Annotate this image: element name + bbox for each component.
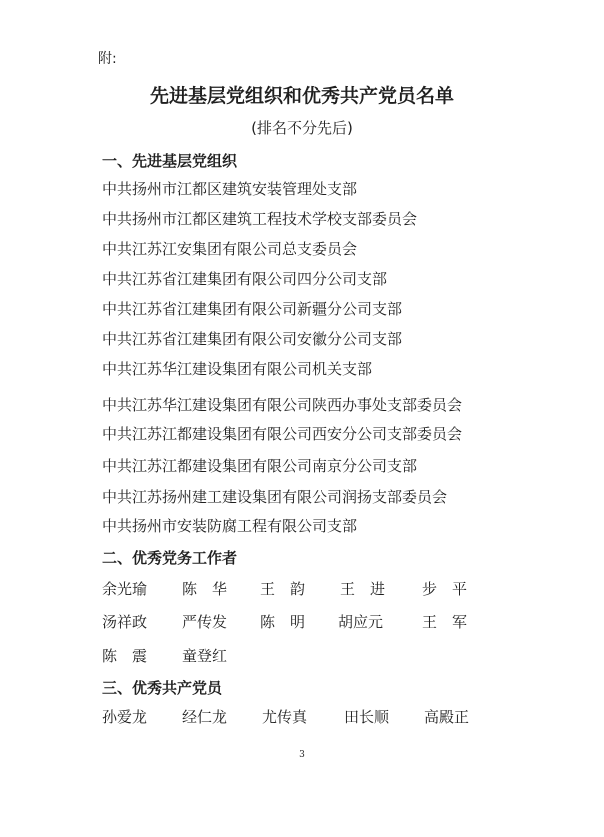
person-name: 汤祥政 xyxy=(102,613,148,631)
person-name: 孙爱龙 xyxy=(102,708,148,726)
page-number: 3 xyxy=(299,750,305,760)
list-item: 中共扬州市江都区建筑工程技术学校支部委员会 xyxy=(102,210,418,228)
list-item: 中共江苏扬州建工建设集团有限公司润扬支部委员会 xyxy=(102,488,448,506)
document-subtitle: (排名不分先后) xyxy=(251,119,353,137)
names-row xyxy=(102,611,522,633)
person-name: 步 平 xyxy=(422,580,468,598)
person-name: 王 军 xyxy=(422,613,468,631)
list-item: 中共江苏华江建设集团有限公司机关支部 xyxy=(102,360,373,378)
appendix-label: 附: xyxy=(98,51,117,67)
person-name: 陈 明 xyxy=(260,613,306,631)
list-item: 中共江苏江都建设集团有限公司南京分公司支部 xyxy=(102,457,418,475)
list-item: 中共江苏省江建集团有限公司安徽分公司支部 xyxy=(102,330,403,348)
person-name: 童登红 xyxy=(182,647,228,665)
person-name: 陈 华 xyxy=(182,580,228,598)
list-item: 中共扬州市江都区建筑安装管理处支部 xyxy=(102,180,358,198)
list-item: 中共江苏江安集团有限公司总支委员会 xyxy=(102,240,358,258)
names-row xyxy=(102,645,522,667)
person-name: 胡应元 xyxy=(338,613,384,631)
person-name: 严传发 xyxy=(182,613,228,631)
list-item: 中共江苏华江建设集团有限公司陕西办事处支部委员会 xyxy=(102,396,463,414)
list-item: 中共扬州市安装防腐工程有限公司支部 xyxy=(102,517,358,535)
person-name: 陈 震 xyxy=(102,647,148,665)
list-item: 中共江苏江都建设集团有限公司西安分公司支部委员会 xyxy=(102,425,463,443)
person-name: 尤传真 xyxy=(262,708,308,726)
person-name: 王 进 xyxy=(340,580,386,598)
section-heading-organizations: 一、先进基层党组织 xyxy=(102,152,238,170)
names-row xyxy=(102,578,522,600)
person-name: 田长顺 xyxy=(344,708,390,726)
person-name: 王 韵 xyxy=(260,580,306,598)
document-title: 先进基层党组织和优秀共产党员名单 xyxy=(149,85,454,107)
section-heading-members: 三、优秀共产党员 xyxy=(102,679,223,697)
person-name: 高殿正 xyxy=(424,708,470,726)
list-item: 中共江苏省江建集团有限公司新疆分公司支部 xyxy=(102,300,403,318)
list-item: 中共江苏省江建集团有限公司四分公司支部 xyxy=(102,270,388,288)
names-row xyxy=(102,706,522,728)
person-name: 经仁龙 xyxy=(182,708,228,726)
section-heading-party-workers: 二、优秀党务工作者 xyxy=(102,549,238,567)
person-name: 余光瑜 xyxy=(102,580,148,598)
